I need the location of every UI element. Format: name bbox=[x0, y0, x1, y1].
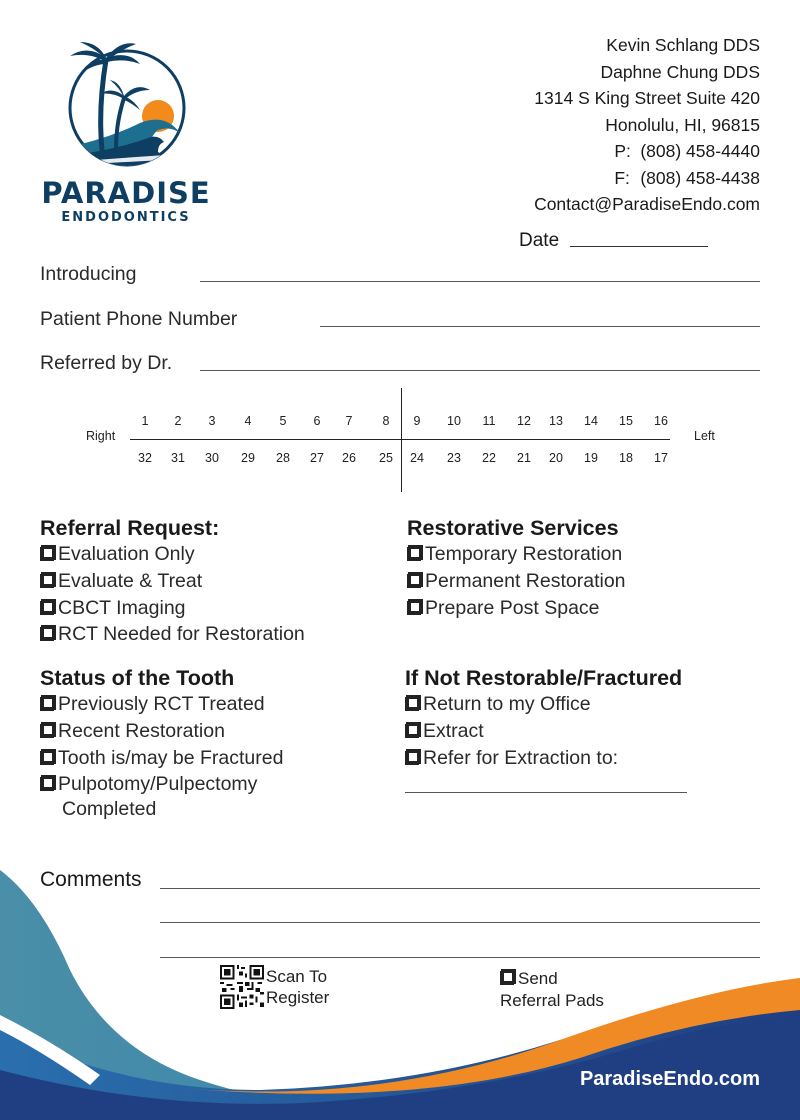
patient-phone-label: Patient Phone Number bbox=[40, 308, 238, 330]
logo-subtitle: ENDODONTICS bbox=[61, 210, 191, 225]
checkbox-label: CBCT Imaging bbox=[58, 596, 186, 619]
tooth-number[interactable]: 29 bbox=[241, 451, 255, 465]
checkbox-icon[interactable] bbox=[40, 724, 54, 738]
scan-to-register-text bbox=[266, 966, 329, 1008]
logo-name: PARADISE bbox=[41, 176, 211, 210]
doctor-2: Daphne Chung DDS bbox=[600, 61, 760, 82]
not-restorable-title: If Not Restorable/Fractured bbox=[405, 666, 683, 690]
tooth-chart-left-label: Left bbox=[694, 429, 715, 443]
tooth-chart-right-label: Right bbox=[86, 429, 116, 443]
checkbox-label: RCT Needed for Restoration bbox=[58, 623, 305, 646]
tooth-number[interactable]: 23 bbox=[447, 451, 461, 465]
phone-label: P: bbox=[614, 141, 631, 161]
tooth-number[interactable]: 27 bbox=[310, 451, 324, 465]
tooth-number[interactable]: 17 bbox=[654, 451, 668, 465]
tooth-number[interactable]: 2 bbox=[174, 414, 182, 428]
checkbox-item[interactable] bbox=[40, 541, 305, 568]
checkbox-label: Tooth is/may be Fractured bbox=[58, 746, 284, 769]
tooth-status-title: Status of the Tooth bbox=[40, 666, 235, 690]
checkbox-label: Temporary Restoration bbox=[425, 543, 623, 565]
tooth-number[interactable]: 12 bbox=[517, 414, 531, 428]
checkbox-item[interactable] bbox=[405, 718, 682, 745]
send-line-2: Referral Pads bbox=[500, 991, 604, 1010]
qr-code-icon[interactable] bbox=[220, 965, 264, 1009]
checkbox-label: Evaluation Only bbox=[58, 543, 195, 565]
checkbox-item[interactable] bbox=[407, 568, 626, 595]
tooth-number[interactable]: 14 bbox=[584, 414, 598, 428]
tooth-number[interactable]: 32 bbox=[138, 451, 152, 465]
referral-request-title: Referral Request: bbox=[40, 516, 220, 540]
tooth-number[interactable]: 1 bbox=[141, 414, 149, 428]
checkbox-item[interactable] bbox=[40, 745, 283, 772]
checkbox-icon[interactable] bbox=[40, 601, 54, 615]
checkbox-label: Extract bbox=[423, 719, 484, 742]
checkbox-label: Evaluate & Treat bbox=[58, 569, 203, 592]
checkbox-icon[interactable] bbox=[40, 751, 54, 765]
fax-row bbox=[534, 165, 760, 192]
checkbox-item[interactable] bbox=[40, 691, 283, 718]
referral-request-section bbox=[40, 516, 305, 648]
checkbox-item[interactable] bbox=[40, 621, 305, 648]
fax-label: F: bbox=[614, 167, 630, 188]
website-link[interactable]: ParadiseEndo.com bbox=[579, 1068, 760, 1090]
checkbox-label: Pulpotomy/Pulpectomy bbox=[58, 773, 258, 796]
checkbox-icon[interactable] bbox=[405, 697, 419, 711]
checkbox-icon[interactable] bbox=[407, 547, 421, 561]
address-line-2: Honolulu, HI, 96815 bbox=[605, 114, 760, 135]
checkbox-icon[interactable] bbox=[407, 574, 421, 588]
fax-number: (808) 458-4438 bbox=[640, 167, 760, 188]
send-referral-pads-item[interactable] bbox=[500, 968, 604, 1012]
tooth-number[interactable]: 9 bbox=[413, 414, 421, 428]
checkbox-label: Refer for Extraction to: bbox=[423, 746, 619, 769]
tooth-number[interactable]: 19 bbox=[584, 451, 598, 465]
date-label: Date bbox=[519, 230, 560, 251]
tooth-number[interactable]: 10 bbox=[447, 414, 461, 428]
referred-by-field[interactable] bbox=[200, 370, 760, 371]
comments-line-2[interactable] bbox=[160, 922, 760, 923]
checkbox-label: Prepare Post Space bbox=[425, 596, 600, 619]
restorative-services-section bbox=[407, 516, 626, 621]
checkbox-icon[interactable] bbox=[40, 574, 54, 588]
checkbox-icon[interactable] bbox=[40, 627, 54, 641]
tooth-chart-horizontal-line bbox=[130, 439, 670, 440]
tooth-status-section bbox=[40, 666, 283, 820]
checkbox-icon[interactable] bbox=[405, 724, 419, 738]
tooth-number[interactable]: 8 bbox=[382, 414, 390, 428]
referred-by-label: Referred by Dr. bbox=[40, 352, 173, 374]
checkbox-item[interactable] bbox=[405, 691, 682, 718]
tooth-number[interactable]: 3 bbox=[208, 414, 216, 428]
checkbox-item[interactable] bbox=[405, 745, 682, 772]
tooth-number[interactable]: 18 bbox=[619, 451, 633, 465]
checkbox-label: Permanent Restoration bbox=[425, 569, 626, 592]
tooth-chart-vertical-line bbox=[401, 388, 402, 492]
checkbox-label: Previously RCT Treated bbox=[58, 693, 265, 715]
phone-row bbox=[534, 138, 760, 165]
tooth-number[interactable]: 25 bbox=[379, 451, 393, 465]
scan-line-1: Scan To bbox=[266, 967, 328, 986]
tooth-number[interactable]: 11 bbox=[482, 414, 496, 428]
scan-line-2: Register bbox=[266, 988, 330, 1007]
comments-line-1[interactable] bbox=[160, 888, 760, 889]
checkbox-label: Return to my Office bbox=[423, 693, 591, 715]
send-line-1 bbox=[500, 968, 604, 990]
tooth-number[interactable]: 20 bbox=[549, 451, 563, 465]
doctor-1: Kevin Schlang DDS bbox=[606, 35, 760, 55]
checkbox-icon[interactable] bbox=[405, 751, 419, 765]
checkbox-icon[interactable] bbox=[500, 971, 514, 985]
tooth-number[interactable]: 26 bbox=[342, 451, 356, 465]
checkbox-icon[interactable] bbox=[40, 777, 54, 791]
email: Contact@ParadiseEndo.com bbox=[534, 194, 760, 214]
tooth-chart bbox=[80, 388, 730, 496]
tooth-number[interactable]: 15 bbox=[619, 414, 633, 428]
tooth-number[interactable]: 7 bbox=[345, 414, 353, 428]
checkbox-item[interactable] bbox=[40, 718, 283, 745]
checkbox-icon[interactable] bbox=[40, 697, 54, 711]
checkbox-icon[interactable] bbox=[407, 601, 421, 615]
refer-extraction-field[interactable] bbox=[405, 792, 687, 793]
introducing-field[interactable] bbox=[200, 281, 760, 282]
tooth-number[interactable]: 22 bbox=[482, 451, 496, 465]
patient-phone-field[interactable] bbox=[320, 326, 760, 327]
checkbox-item[interactable] bbox=[407, 595, 626, 622]
not-restorable-section bbox=[405, 666, 682, 771]
tooth-number[interactable]: 4 bbox=[244, 414, 252, 428]
tooth-number[interactable]: 30 bbox=[205, 451, 219, 465]
contact-block bbox=[534, 32, 760, 218]
tooth-number[interactable]: 5 bbox=[279, 414, 287, 428]
tooth-number[interactable]: 28 bbox=[276, 451, 290, 465]
checkbox-item[interactable] bbox=[407, 541, 626, 568]
date-field[interactable] bbox=[570, 246, 708, 247]
tooth-number[interactable]: 6 bbox=[313, 414, 321, 428]
tooth-number[interactable]: 13 bbox=[549, 414, 563, 428]
comments-line-3[interactable] bbox=[160, 957, 760, 958]
tooth-number[interactable]: 21 bbox=[517, 451, 531, 465]
checkbox-icon[interactable] bbox=[40, 547, 54, 561]
introducing-label: Introducing bbox=[40, 263, 137, 285]
tooth-number[interactable]: 24 bbox=[410, 451, 424, 465]
comments-label: Comments bbox=[40, 868, 142, 891]
checkbox-item[interactable] bbox=[40, 771, 283, 798]
send-label: Send bbox=[518, 969, 558, 988]
tooth-number[interactable]: 31 bbox=[171, 451, 185, 465]
checkbox-item[interactable] bbox=[40, 568, 305, 595]
phone-number: (808) 458-4440 bbox=[640, 141, 760, 161]
checkbox-item[interactable] bbox=[40, 595, 305, 622]
checkbox-label-continuation: Completed bbox=[62, 798, 157, 821]
checkbox-label: Recent Restoration bbox=[58, 719, 225, 742]
address-line-1: 1314 S King Street Suite 420 bbox=[534, 88, 760, 108]
tooth-number[interactable]: 16 bbox=[654, 414, 668, 428]
restorative-services-title: Restorative Services bbox=[407, 516, 619, 540]
